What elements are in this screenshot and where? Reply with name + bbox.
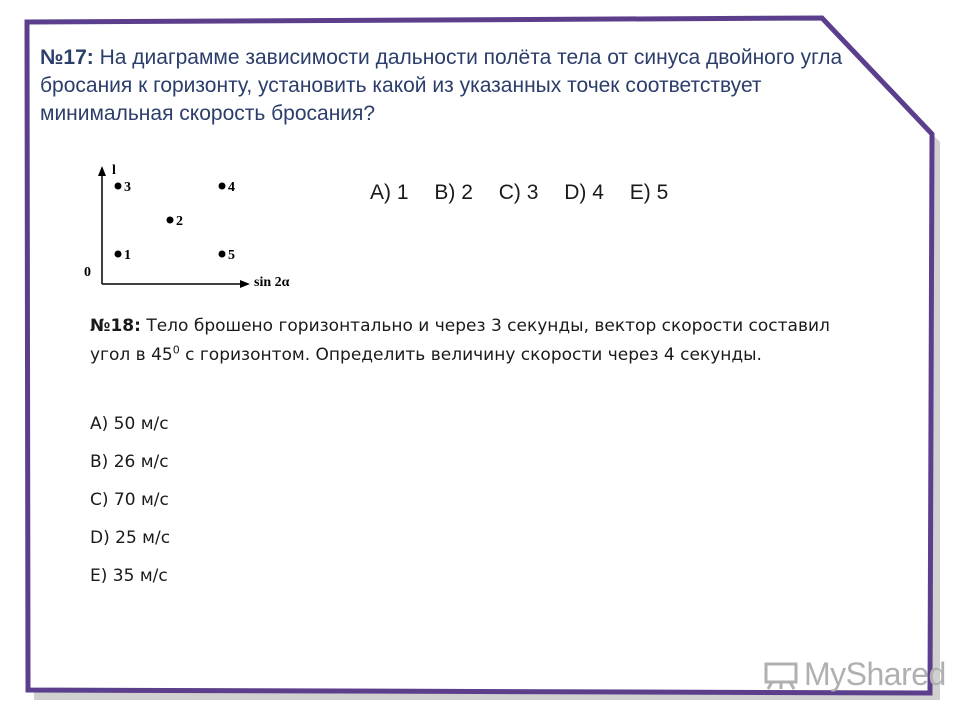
question-18-text-before: Тело брошено горизонтально и через 3 секунды, вектор скорости составил угол в 45	[90, 316, 830, 365]
graph-point-label-5: 5	[228, 248, 235, 263]
graph-point-label-4: 4	[228, 180, 235, 195]
answer-a: A) 50 м/с	[90, 414, 169, 434]
graph-point-5	[219, 251, 226, 258]
graph-point-2	[167, 217, 174, 224]
question-18-superscript: 0	[172, 343, 180, 357]
presentation-board-icon	[764, 660, 798, 690]
graph-point-label-2: 2	[176, 214, 183, 229]
y-axis-label: l	[112, 163, 116, 178]
option-b: B) 2	[434, 181, 473, 204]
x-axis-arrow	[240, 280, 250, 288]
answer-c: C) 70 м/с	[90, 490, 169, 510]
question-18	[90, 312, 850, 370]
graph-point-label-1: 1	[124, 248, 131, 263]
option-c: C) 3	[498, 181, 539, 204]
range-vs-sin-graph	[78, 156, 308, 296]
answer-b: B) 26 м/с	[90, 452, 169, 472]
x-axis-label: sin 2α	[254, 275, 290, 290]
question-18-number: №18:	[90, 316, 141, 336]
option-e: E) 5	[629, 181, 669, 204]
answer-d: D) 25 м/с	[90, 528, 171, 548]
question-18-answers	[90, 414, 170, 604]
question-17	[40, 44, 900, 128]
answer-e: E) 35 м/с	[90, 566, 168, 586]
graph-point-1	[115, 251, 122, 258]
question-17-text: На диаграмме зависимости дальности полёта тела от синуса двойного угла бросания к горизонту, установить какой из указанных точек соответствует минимальная скорость бросания?	[40, 46, 843, 125]
graph-point-4	[219, 183, 226, 190]
option-a: A) 1	[370, 181, 409, 204]
origin-label: 0	[84, 265, 91, 280]
question-17-options	[370, 181, 688, 205]
graph-point-label-3: 3	[124, 180, 131, 195]
watermark-logo	[764, 656, 946, 693]
y-axis-arrow	[98, 166, 106, 176]
question-18-text-after: с горизонтом. Определить величину скорости через 4 секунды.	[179, 345, 762, 365]
option-d: D) 4	[564, 181, 604, 204]
question-17-number: №17:	[40, 46, 94, 69]
graph-point-3	[115, 183, 122, 190]
logo-text: MyShared	[804, 656, 946, 692]
